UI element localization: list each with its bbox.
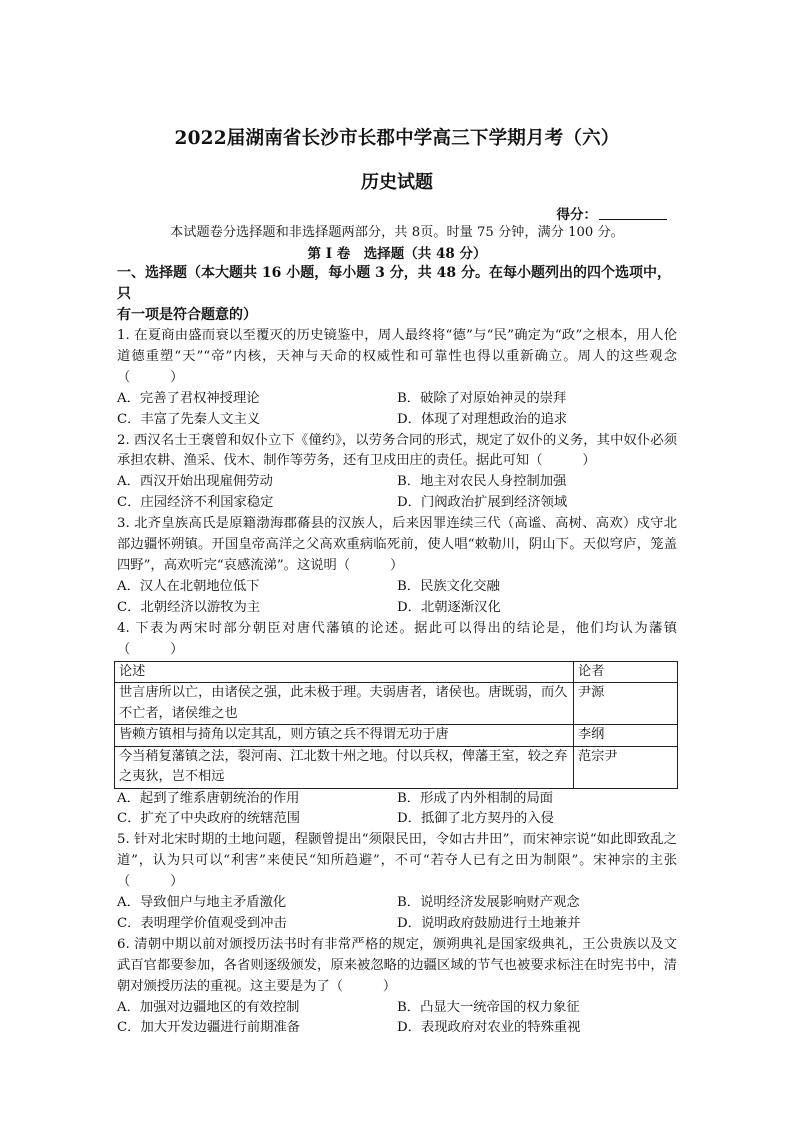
question-options — [117, 577, 677, 619]
question-options — [117, 998, 677, 1040]
question-stem: 1. 在夏商由盛而衰以至覆灭的历史镜鉴中，周人最终将“德”与“民”确定为“政”之根本，用人伦道德重塑“天”“帝”内核，天神与天命的权威性和可靠性也得以重新确立。周人的这些观念（ ） — [117, 328, 677, 385]
question-options — [117, 472, 677, 514]
part-heading: 第 I 卷 选择题（共 48 分） — [307, 246, 487, 262]
question-stem: 3. 北齐皇族高氏是原籍渤海郡蓨县的汉族人，后来因罪连续三代（高谧、高树、高欢）戍守北部边疆怀朔镇。开国皇帝高洋之父高欢重病临死前，使人唱“敕勒川，阴山下。天似穹庐，笼盖四野”，高欢听完“哀感流涕”。这说明（ ） — [117, 516, 677, 573]
table-cell: 范宗尹 — [574, 746, 678, 788]
option-a[interactable]: A．导致佃户与地主矛盾激化 — [117, 895, 287, 911]
section-heading-line2: 有一项是符合题意的） — [117, 307, 257, 323]
option-d[interactable]: D．抵御了北方契丹的入侵 — [397, 811, 554, 827]
option-a[interactable]: A．加强对边疆地区的有效控制 — [117, 999, 300, 1015]
option-c[interactable]: C．北朝经济以游牧为主 — [117, 599, 261, 615]
exam-subtitle: 历史试题 — [361, 172, 433, 193]
option-d[interactable]: D．门阀政治扩展到经济领域 — [397, 495, 568, 511]
option-a[interactable]: A．起到了维系唐朝统治的作用 — [117, 790, 300, 806]
question-2 — [117, 431, 677, 515]
question-5 — [117, 830, 677, 935]
question-stem: 6. 清朝中期以前对颁授历法书时有非常严格的规定，颁朔典礼是国家级典礼，王公贵族以及文武百官都要参加，各省则逐级颁发，原来被忽略的边疆区域的节气也被要求标注在时宪书中，清朝对颁授历法的重视。这主要是为了（ ） — [117, 936, 677, 994]
option-d[interactable]: D．表现政府对农业的特殊重视 — [397, 1020, 581, 1036]
option-b[interactable]: B．说明经济发展影响财产观念 — [397, 895, 580, 911]
question-stem: 4. 下表为两宋时部分朝臣对唐代藩镇的论述。据此可以得出的结论是，他们均认为藩镇（ ） — [117, 620, 677, 657]
option-c[interactable]: C．加大开发边疆进行前期准备 — [117, 1020, 301, 1036]
question-options — [117, 893, 677, 935]
question-stem: 2. 西汉名士王褒曾和奴仆立下《僮约》，以劳务合同的形式，规定了奴仆的义务，其中奴仆必须承担农耕、渔采、伐木、制作等劳务，还有卫戍田庄的责任。据此可知（ ） — [117, 432, 677, 469]
question-4 — [117, 619, 677, 831]
option-a[interactable]: A．完善了君权神授理论 — [117, 390, 260, 406]
option-c[interactable]: C．扩充了中央政府的统辖范围 — [117, 811, 301, 827]
question-6 — [117, 935, 677, 1040]
option-b[interactable]: B．地主对农民人身控制加强 — [397, 474, 567, 490]
exam-title: 2022届湖南省长沙市长郡中学高三下学期月考（六） — [174, 128, 620, 149]
table-row — [115, 746, 678, 788]
option-c[interactable]: C．表明理学价值观受到冲击 — [117, 915, 287, 931]
score-blank[interactable] — [599, 206, 667, 220]
table-row — [115, 725, 678, 747]
option-a[interactable]: A．西汉开始出现雇佣劳动 — [117, 474, 273, 490]
score-field — [557, 203, 668, 223]
option-d[interactable]: D．北朝逐渐汉化 — [397, 599, 501, 615]
option-c[interactable]: C．丰富了先秦人文主义 — [117, 411, 261, 427]
option-d[interactable]: D．体现了对理想政治的追求 — [397, 411, 568, 427]
section-heading — [117, 263, 677, 326]
table-cell: 皆赖方镇相与掎角以定其乱，则方镇之兵不得谓无功于唐 — [115, 725, 574, 747]
table-header-row — [115, 661, 678, 683]
option-b[interactable]: B．形成了内外相制的局面 — [397, 790, 554, 806]
option-d[interactable]: D．说明政府鼓励进行土地兼并 — [397, 915, 581, 931]
question-1 — [117, 326, 677, 431]
option-b[interactable]: B．破除了对原始神灵的崇拜 — [397, 390, 567, 406]
table-cell: 李纲 — [574, 725, 678, 747]
option-b[interactable]: B．凸显大一统帝国的权力象征 — [397, 999, 580, 1015]
question-3 — [117, 514, 677, 619]
table-header-cell: 论者 — [574, 661, 678, 683]
score-label: 得分： — [556, 207, 597, 223]
section-heading-line1: 一、选择题（本大题共 16 小题，每小题 3 分，共 48 分。在每小题列出的四个选项中，只 — [117, 265, 671, 302]
option-a[interactable]: A．汉人在北朝地位低下 — [117, 578, 260, 594]
table-cell: 世言唐所以亡，由诸侯之强，此未极于理。夫弱唐者，诸侯也。唐既弱，而久不亡者，诸侯维之也 — [115, 683, 574, 725]
arguments-table — [114, 661, 678, 789]
option-b[interactable]: B．民族文化交融 — [397, 578, 500, 594]
option-c[interactable]: C．庄园经济不利国家稳定 — [117, 495, 274, 511]
question-options — [117, 389, 677, 431]
question-options — [117, 789, 677, 831]
table-row — [115, 683, 678, 725]
table-cell: 尹源 — [574, 683, 678, 725]
question-stem: 5. 针对北宋时期的土地问题，程颢曾提出“须限民田，令如古井田”，而宋神宗说“如此即致乱之道”，认为只可以“利害”来使民“知所趋避”，不可“若夺人已有之田为制限”。宋神宗的主张（ ） — [117, 832, 677, 890]
exam-note: 本试题卷分选择题和非选择题两部分，共 8页。时量 75 分钟，满分 100 分。 — [170, 225, 624, 240]
table-cell: 今当稍复藩镇之法，裂河南、江北数十州之地。付以兵权，俾藩王室，较之弃之夷狄，岂不相远 — [115, 746, 574, 788]
questions-content — [117, 263, 677, 1039]
table-header-cell: 论述 — [115, 661, 574, 683]
